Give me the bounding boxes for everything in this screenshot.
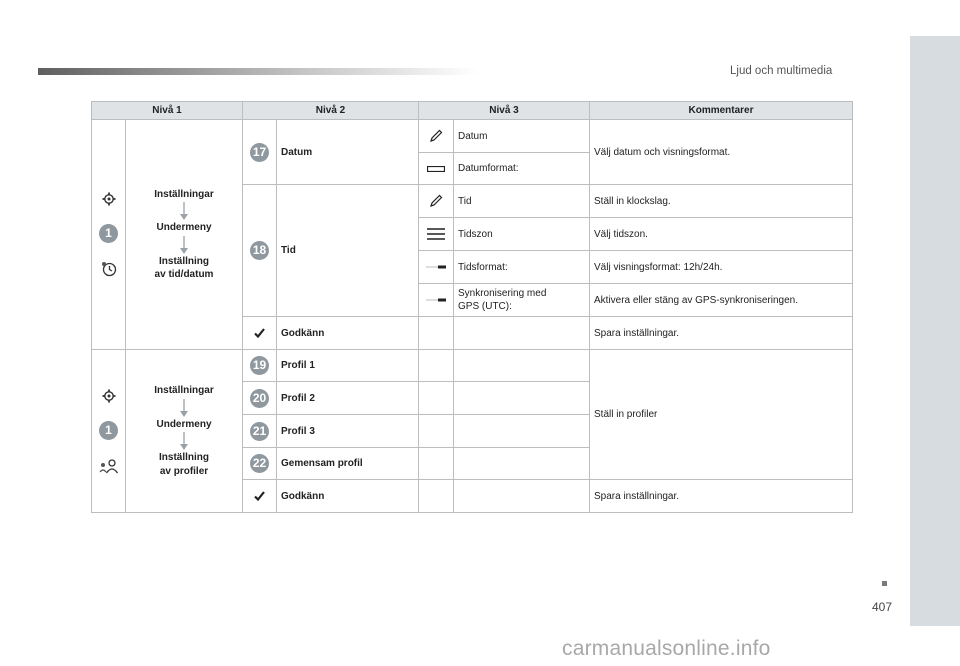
empty-cell [454, 480, 590, 513]
level1-path-time [126, 120, 243, 350]
level2-badge-cell [243, 448, 277, 480]
page-number: 407 [872, 600, 893, 614]
comment-cell: Spara inställningar. [590, 317, 853, 350]
section-title: Ljud och multimedia [730, 65, 833, 77]
table-row [92, 120, 853, 153]
level3-label: Synkronisering med GPS (UTC): [454, 284, 590, 317]
profile-icon [99, 458, 119, 474]
empty-cell [419, 480, 454, 513]
comment-cell: Aktivera eller stäng av GPS-synkroniseringen. [590, 284, 853, 317]
level3-icon-cell [419, 218, 454, 251]
clock-icon [101, 261, 117, 277]
level3-label: Datumformat: [454, 153, 590, 185]
level3-icon-cell [419, 153, 454, 185]
pencil-icon [429, 129, 443, 143]
path-step: Inställning av tid/datum [154, 255, 214, 280]
level2-badge-cell [243, 350, 277, 382]
level2-badge-cell [243, 185, 277, 317]
column-header-level1: Nivå 1 [92, 102, 243, 120]
level2-label: Profil 3 [277, 415, 419, 448]
empty-cell [419, 382, 454, 415]
level1-icons-time [92, 120, 126, 350]
level2-label: Godkänn [277, 317, 419, 350]
number-badge: 22 [250, 454, 269, 473]
empty-cell [419, 415, 454, 448]
level2-label: Gemensam profil [277, 448, 419, 480]
toggle-icon [426, 297, 446, 303]
level1-number-badge: 1 [99, 421, 118, 440]
column-header-comments: Kommentarer [590, 102, 853, 120]
comment-cell: Välj datum och visningsformat. [590, 120, 853, 185]
level2-icon-cell [243, 480, 277, 513]
number-badge: 19 [250, 356, 269, 375]
level2-badge-cell [243, 382, 277, 415]
number-badge: 21 [250, 422, 269, 441]
check-icon [254, 328, 265, 338]
column-header-level2: Nivå 2 [243, 102, 419, 120]
number-badge: 18 [250, 241, 269, 260]
page-sidebar [910, 36, 960, 626]
number-badge: 20 [250, 389, 269, 408]
path-step: Inställningar [154, 385, 214, 396]
comment-cell: Välj visningsformat: 12h/24h. [590, 251, 853, 284]
level2-label: Profil 2 [277, 382, 419, 415]
level3-icon-cell [419, 251, 454, 284]
level2-badge-cell [243, 120, 277, 185]
level3-icon-cell [419, 185, 454, 218]
level1-number-badge: 1 [99, 224, 118, 243]
comment-cell: Välj tidszon. [590, 218, 853, 251]
empty-cell [454, 382, 590, 415]
gear-icon [102, 389, 116, 403]
check-icon [254, 491, 265, 501]
arrow-down-icon [180, 236, 188, 254]
page-marker [882, 581, 887, 586]
comment-cell: Spara inställningar. [590, 480, 853, 513]
empty-cell [454, 415, 590, 448]
header-decor-bar [38, 68, 478, 75]
table-row [92, 350, 853, 382]
level3-label: Datum [454, 120, 590, 153]
level2-label: Godkänn [277, 480, 419, 513]
path-step: Inställning av profiler [159, 452, 209, 477]
empty-cell [454, 448, 590, 480]
comment-cell: Ställ in profiler [590, 350, 853, 480]
arrow-down-icon [180, 399, 188, 417]
level2-label: Datum [277, 120, 419, 185]
empty-cell [454, 350, 590, 382]
arrow-down-icon [180, 202, 188, 220]
column-header-level3: Nivå 3 [419, 102, 590, 120]
level3-label: Tid [454, 185, 590, 218]
list-icon [427, 227, 445, 241]
level2-label: Tid [277, 185, 419, 317]
empty-cell [454, 317, 590, 350]
level2-badge-cell [243, 415, 277, 448]
comment-cell: Ställ in klockslag. [590, 185, 853, 218]
empty-cell [419, 317, 454, 350]
level3-label: Tidsformat: [454, 251, 590, 284]
gear-icon [102, 192, 116, 206]
level1-path-profiles [126, 350, 243, 513]
path-step: Inställningar [154, 188, 214, 200]
settings-table [91, 101, 853, 513]
empty-cell [419, 350, 454, 382]
toggle-icon [426, 264, 446, 270]
level3-label: Tidszon [454, 218, 590, 251]
empty-cell [419, 448, 454, 480]
level1-icons-profiles [92, 350, 126, 513]
pencil-icon [429, 194, 443, 208]
number-badge: 17 [250, 143, 269, 162]
level2-icon-cell [243, 317, 277, 350]
level3-icon-cell [419, 284, 454, 317]
level2-label: Profil 1 [277, 350, 419, 382]
level3-icon-cell [419, 120, 454, 153]
path-step: Undermeny [156, 418, 212, 430]
path-step: Undermeny [156, 222, 212, 233]
format-bar-icon [427, 166, 445, 172]
table-header-row [92, 102, 853, 120]
watermark: carmanualsonline.info [562, 637, 771, 660]
arrow-down-icon [180, 432, 188, 450]
